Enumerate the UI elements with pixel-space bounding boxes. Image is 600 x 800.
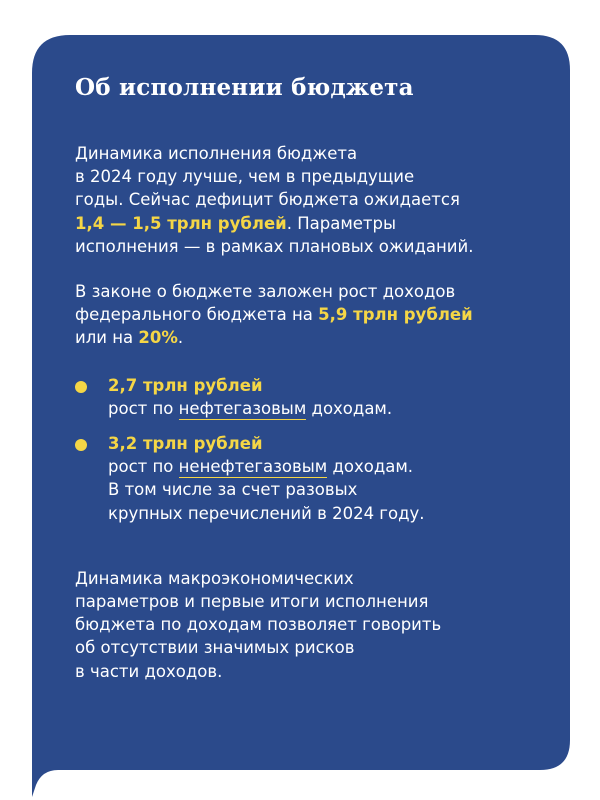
- text-fragment: рост по: [108, 457, 179, 477]
- bullet-oil-gas: [75, 374, 535, 420]
- bullet-text: [108, 397, 535, 420]
- bullet-dot-icon: [75, 381, 87, 393]
- text-fragment: . Параметры: [286, 213, 397, 233]
- text-line: Динамика макроэкономических: [75, 568, 354, 588]
- text-line: об отсутствии значимых рисков: [75, 638, 355, 658]
- underlined-term: ненефтегазовым: [178, 457, 328, 477]
- bullet-amount: 2,7 трлн рублей: [108, 375, 263, 395]
- bullet-non-oil-gas: [75, 432, 535, 525]
- text-line: Динамика исполнения бюджета: [75, 144, 358, 163]
- text-line: бюджета по доходам позволяет говорить: [75, 615, 442, 635]
- text-line: параметров и первые итоги исполнения: [75, 592, 429, 612]
- text-line: годы. Сейчас дефицит бюджета ожидается: [75, 190, 460, 210]
- bullet-text: крупных перечислений в 2024 году.: [108, 503, 425, 523]
- deficit-highlight: 1,4 — 1,5 трлн рублей: [75, 213, 287, 233]
- bullet-amount: 3,2 трлн рублей: [108, 434, 263, 454]
- text-fragment: доходам.: [327, 457, 414, 477]
- text-fragment: доходам.: [306, 398, 393, 418]
- revenue-bullets: [75, 374, 535, 525]
- bullet-dot-icon: [75, 439, 87, 451]
- underlined-term: нефтегазовым: [178, 398, 307, 418]
- revenue-growth-highlight: 5,9 трлн рублей: [318, 305, 473, 325]
- bullet-text: [108, 455, 535, 478]
- text-line: [75, 326, 535, 349]
- text-line: В законе о бюджете заложен рост доходов: [75, 282, 456, 302]
- text-fragment: федерального бюджета на: [75, 305, 319, 325]
- text-fragment: или на: [75, 328, 139, 348]
- card-title: Об исполнении бюджета: [75, 74, 414, 101]
- text-line: в части доходов.: [75, 661, 223, 681]
- paragraph-budget-dynamics: [75, 142, 535, 258]
- text-fragment: .: [177, 328, 184, 348]
- bullet-text: В том числе за счет разовых: [108, 480, 358, 500]
- card-content: [75, 72, 535, 683]
- paragraph-risks: [75, 567, 535, 683]
- percent-highlight: 20%: [138, 328, 178, 348]
- text-line: [75, 303, 535, 326]
- text-fragment: рост по: [108, 398, 179, 418]
- paragraph-revenue-law: [75, 280, 535, 350]
- text-line: исполнения — в рамках плановых ожиданий.: [75, 236, 474, 256]
- text-line: в 2024 году лучше, чем в предыдущие: [75, 167, 415, 187]
- text-line: [75, 212, 535, 235]
